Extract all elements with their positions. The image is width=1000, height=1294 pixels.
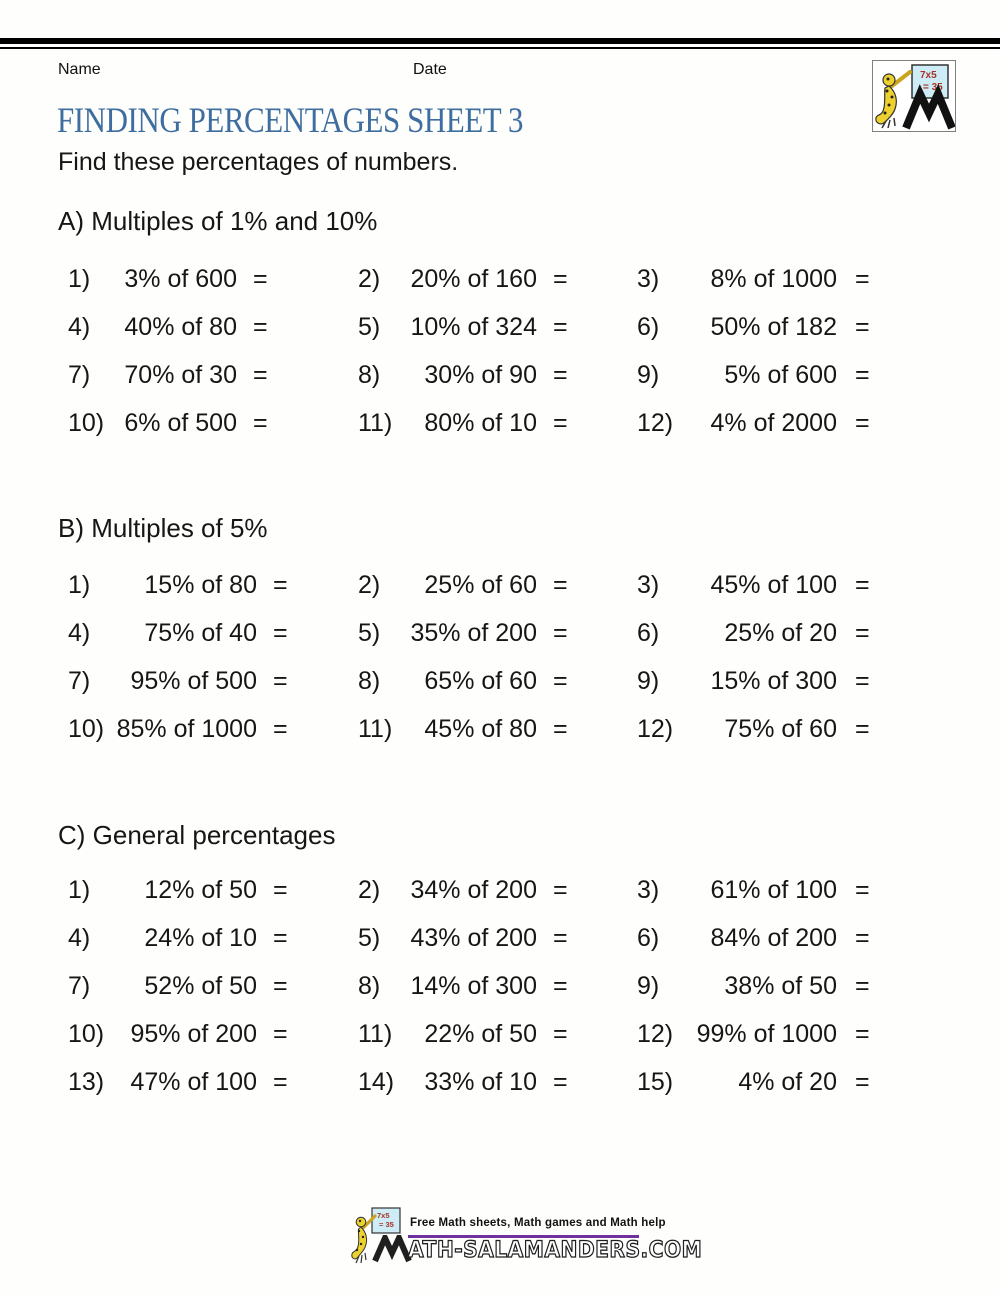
problem-number: 11): [358, 715, 393, 743]
equals-sign: =: [553, 715, 568, 743]
problem-expression: 8% of 1000: [710, 265, 837, 293]
equals-sign: =: [553, 619, 568, 647]
problem-number: 1): [68, 571, 91, 599]
problem-expression: 6% of 500: [124, 409, 237, 437]
problem-expression: 85% of 1000: [116, 715, 257, 743]
problem-number: 4): [68, 924, 91, 952]
problem-number: 6): [637, 619, 660, 647]
date-label: Date: [413, 61, 447, 78]
problem-number: 12): [637, 409, 674, 437]
equals-sign: =: [855, 667, 870, 695]
problem-expression: 10% of 324: [410, 313, 537, 341]
problem-number: 4): [68, 619, 91, 647]
equals-sign: =: [855, 313, 870, 341]
problem-expression: 45% of 80: [424, 715, 537, 743]
problem-row: [0, 657, 1000, 705]
problem-number: 8): [358, 972, 381, 1000]
problem-expression: 52% of 50: [144, 972, 257, 1000]
problem-number: 6): [637, 924, 660, 952]
problem-row: [0, 609, 1000, 657]
problem-number: 2): [358, 571, 381, 599]
equals-sign: =: [855, 924, 870, 952]
problem-expression: 40% of 80: [124, 313, 237, 341]
problem-row: [0, 351, 1000, 399]
problem-row: [0, 303, 1000, 351]
page-subtitle: Find these percentages of numbers.: [58, 148, 459, 176]
salamander-logo-icon: [873, 61, 955, 131]
name-label: Name: [58, 61, 101, 78]
logo-board-line2: = 35: [923, 82, 943, 93]
problem-number: 10): [68, 409, 105, 437]
problem-expression: 38% of 50: [724, 972, 837, 1000]
problem-expression: 22% of 50: [424, 1020, 537, 1048]
equals-sign: =: [273, 924, 288, 952]
equals-sign: =: [855, 876, 870, 904]
problem-expression: 20% of 160: [410, 265, 537, 293]
equals-sign: =: [553, 924, 568, 952]
problem-number: 9): [637, 972, 660, 1000]
problem-expression: 24% of 10: [144, 924, 257, 952]
equals-sign: =: [855, 361, 870, 389]
problem-number: 11): [358, 1020, 393, 1048]
problem-number: 14): [358, 1068, 395, 1096]
equals-sign: =: [855, 1020, 870, 1048]
problem-expression: 15% of 80: [144, 571, 257, 599]
problem-number: 5): [358, 619, 381, 647]
equals-sign: =: [855, 619, 870, 647]
problem-expression: 43% of 200: [410, 924, 537, 952]
problem-expression: 45% of 100: [710, 571, 837, 599]
problem-number: 2): [358, 876, 381, 904]
problem-row: [0, 1010, 1000, 1058]
equals-sign: =: [855, 1068, 870, 1096]
problem-expression: 80% of 10: [424, 409, 537, 437]
footer-tagline: Free Math sheets, Math games and Math help: [410, 1217, 666, 1229]
equals-sign: =: [253, 361, 268, 389]
top-rule-thick: [0, 38, 1000, 44]
logo-board-line1: 7x5: [920, 70, 937, 81]
problem-expression: 14% of 300: [410, 972, 537, 1000]
problem-expression: 15% of 300: [710, 667, 837, 695]
problem-row: [0, 561, 1000, 609]
problem-expression: 33% of 10: [424, 1068, 537, 1096]
equals-sign: =: [855, 972, 870, 1000]
equals-sign: =: [553, 1068, 568, 1096]
problem-number: 1): [68, 876, 91, 904]
equals-sign: =: [553, 409, 568, 437]
section-heading: B) Multiples of 5%: [58, 513, 268, 543]
problem-number: 8): [358, 667, 381, 695]
m-mark: [906, 94, 952, 128]
problem-number: 2): [358, 265, 381, 293]
problem-number: 5): [358, 924, 381, 952]
equals-sign: =: [553, 1020, 568, 1048]
equals-sign: =: [553, 972, 568, 1000]
problem-row: [0, 866, 1000, 914]
problem-number: 13): [68, 1068, 105, 1096]
problem-expression: 65% of 60: [424, 667, 537, 695]
equals-sign: =: [855, 265, 870, 293]
problem-expression: 5% of 600: [724, 361, 837, 389]
problem-row: [0, 962, 1000, 1010]
problem-expression: 70% of 30: [124, 361, 237, 389]
problem-number: 10): [68, 1020, 105, 1048]
equals-sign: =: [553, 876, 568, 904]
equals-sign: =: [273, 619, 288, 647]
problem-expression: 61% of 100: [710, 876, 837, 904]
problem-row: [0, 914, 1000, 962]
problem-row: [0, 399, 1000, 447]
problem-expression: 47% of 100: [130, 1068, 257, 1096]
problem-expression: 30% of 90: [424, 361, 537, 389]
equals-sign: =: [273, 715, 288, 743]
top-rule-thin: [0, 47, 1000, 49]
problem-expression: 3% of 600: [124, 265, 237, 293]
equals-sign: =: [855, 409, 870, 437]
problem-number: 9): [637, 361, 660, 389]
salamander-logo-badge: [872, 60, 956, 132]
equals-sign: =: [855, 715, 870, 743]
problem-number: 3): [637, 571, 660, 599]
problem-expression: 4% of 20: [738, 1068, 837, 1096]
problem-expression: 12% of 50: [144, 876, 257, 904]
problem-number: 7): [68, 667, 91, 695]
footer-wordmark: ATH-SALAMANDERS.COM: [408, 1238, 703, 1263]
problem-number: 8): [358, 361, 381, 389]
equals-sign: =: [855, 571, 870, 599]
equals-sign: =: [273, 571, 288, 599]
problem-number: 5): [358, 313, 381, 341]
problem-number: 9): [637, 667, 660, 695]
equals-sign: =: [253, 313, 268, 341]
problem-number: 4): [68, 313, 91, 341]
problem-number: 3): [637, 876, 660, 904]
problem-row: [0, 1058, 1000, 1106]
problem-expression: 75% of 40: [144, 619, 257, 647]
problem-number: 15): [637, 1068, 674, 1096]
problem-expression: 75% of 60: [724, 715, 837, 743]
equals-sign: =: [273, 1020, 288, 1048]
footer-m-icon: [372, 1235, 412, 1263]
problem-row: [0, 255, 1000, 303]
problem-number: 7): [68, 361, 91, 389]
equals-sign: =: [273, 972, 288, 1000]
problem-expression: 99% of 1000: [696, 1020, 837, 1048]
equals-sign: =: [553, 571, 568, 599]
problem-expression: 4% of 2000: [710, 409, 837, 437]
equals-sign: =: [553, 313, 568, 341]
problem-expression: 34% of 200: [410, 876, 537, 904]
equals-sign: =: [273, 1068, 288, 1096]
problem-number: 12): [637, 715, 674, 743]
problem-number: 1): [68, 265, 91, 293]
equals-sign: =: [253, 409, 268, 437]
problem-number: 7): [68, 972, 91, 1000]
section-heading: A) Multiples of 1% and 10%: [58, 206, 378, 236]
problem-number: 3): [637, 265, 660, 293]
footer: [0, 1200, 1000, 1290]
problem-expression: 35% of 200: [410, 619, 537, 647]
problem-expression: 25% of 20: [724, 619, 837, 647]
problem-row: [0, 705, 1000, 753]
equals-sign: =: [553, 667, 568, 695]
page-title: FINDING PERCENTAGES SHEET 3: [57, 100, 524, 140]
section-heading: C) General percentages: [58, 820, 336, 850]
problem-expression: 95% of 200: [130, 1020, 257, 1048]
problem-number: 11): [358, 409, 393, 437]
problem-expression: 50% of 182: [710, 313, 837, 341]
problem-number: 10): [68, 715, 105, 743]
equals-sign: =: [553, 361, 568, 389]
equals-sign: =: [273, 876, 288, 904]
footer-board-line1: 7x5: [377, 1211, 390, 1220]
footer-board-line2: = 35: [379, 1220, 394, 1229]
problem-expression: 25% of 60: [424, 571, 537, 599]
problem-expression: 95% of 500: [130, 667, 257, 695]
problem-number: 12): [637, 1020, 674, 1048]
equals-sign: =: [553, 265, 568, 293]
equals-sign: =: [253, 265, 268, 293]
problem-number: 6): [637, 313, 660, 341]
equals-sign: =: [273, 667, 288, 695]
problem-expression: 84% of 200: [710, 924, 837, 952]
